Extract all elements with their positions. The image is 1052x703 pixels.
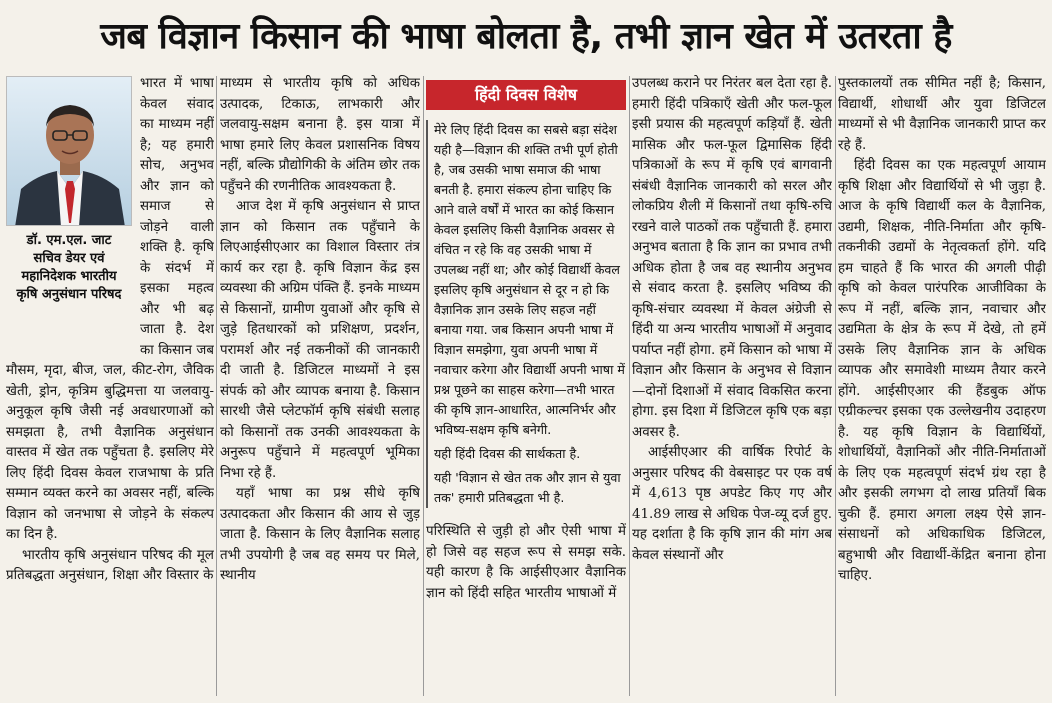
paragraph: यही हिंदी दिवस की सार्थकता है.: [434, 446, 581, 461]
paragraph: उपलब्ध कराने पर निरंतर बल देता रहा है. हमारी हिंदी पत्रिकाएँ खेती और फल-फूल इसी प्रयास की महत्वपूर्ण कड़ियाँ हैं. खेती मासिक और फल-फूल द्विमासिक हिंदी पत्रिकाओं के रूप में कृषि एवं बागवानी संबंधी वैज्ञानिक जानकारी को सरल और लोकप्रिय शैली में किसानों तथा कृषि-रुचि रखने वाले पाठकों तक पहुँचाती हैं. हमारा अनुभव बताता है कि ज्ञान का प्रभाव तभी अधिक होता है जब वह स्थानीय अनुभव से संवाद करता है. इसलिए भविष्य की कृषि-संचार व्यवस्था में केवल अंग्रेजी से हिंदी या अन्य भारतीय भाषाओं में अनुवाद पर्याप्त नहीं होगा. हमें किसान को भाषा में विज्ञान और किसान के अनुभव से विज्ञान—दोनों दिशाओं में संवाद विकसित करना होगा. इस दिशा में डिजिटल कृषि एक बड़ा अवसर है.: [632, 76, 832, 440]
author-photo: [6, 76, 132, 226]
paragraph: परिस्थिति से जुड़ी हो और ऐसी भाषा में हो जिसे वह सहज रूप से समझ सके. यही कारण है कि आईसीएआर वैज्ञानिक ज्ञान को हिंदी सहित भारतीय भाषाओं में: [426, 524, 626, 601]
author-title-line: सचिव डेयर एवं: [33, 251, 105, 266]
paragraph: यहाँ भाषा का प्रश्न सीधे कृषि उत्पादकता और किसान की आय से जुड़ जाता है. किसान के लिए वैज्ञानिक सलाह तभी उपयोगी है जब वह समय पर मिले, स्थानीय: [220, 486, 420, 583]
author-name: डॉ. एम.एल. जाट: [26, 233, 112, 248]
article-column-4: [632, 74, 832, 700]
article-column-3: [426, 74, 626, 700]
paragraph: भारतीय कृषि अनुसंधान परिषद की मूल प्रतिबद्धता अनुसंधान, शिक्षा और विस्तार के: [6, 547, 214, 583]
paragraph: भारत में भाषा केवल संवाद का माध्यम नहीं है; यह हमारी सोच, अनुभव और ज्ञान को समाज से जोड़ने वाली शक्ति है. कृषि के संदर्भ में इसका महत्व और भी बढ़ जाता है. देश का किसान जब मौसम, मृदा, बीज, जल, कीट-रोग, जैविक खेती, ड्रोन, कृत्रिम बुद्धिमत्ता या जलवायु-अनुकूल कृषि जैसी नई अवधारणाओं को समझता है, तभी वैज्ञानिक अनुसंधान वास्तव में खेत तक पहुँचता है. इसलिए मेरे लिए हिंदी दिवस केवल राजभाषा के प्रति सम्मान व्यक्त करने का अवसर नहीं, बल्कि विज्ञान को जनभाषा से जोड़ने के संकल्प का दिन है.: [6, 76, 214, 542]
author-title-line: कृषि अनुसंधान परिषद: [16, 287, 122, 302]
headline: जब विज्ञान किसान की भाषा बोलता है, तभी ज्ञान खेत में उतरता है: [100, 15, 952, 57]
paragraph: आज देश में कृषि अनुसंधान से प्राप्त ज्ञान को किसान तक पहुँचाने के लिएआईसीएआर का विशाल विस्तार तंत्र कार्य कर रहा है. कृषि विज्ञान केंद्र इस व्यवस्था की अग्रिम पंक्ति हैं. इनके माध्यम से किसानों, ग्रामीण युवाओं और कृषि से जुड़े हितधारकों को प्रशिक्षण, प्रदर्शन, परामर्श और नई तकनीकों की जानकारी दी जाती है. डिजिटल माध्यमों ने इस संपर्क को और व्यापक बनाया है. किसान सारथी जैसे प्लेटफॉर्म कृषि संबंधी सलाह को किसानों तक उनकी आवश्यकता के अनुरूप पहुँचाने में महत्वपूर्ण भूमिका निभा रहे हैं.: [220, 199, 420, 481]
author-caption: [6, 232, 132, 304]
paragraph: माध्यम से भारतीय कृषि को अधिक उत्पादक, टिकाऊ, लाभकारी और जलवायु-सक्षम बनाना है. इस यात्रा में भाषा हमारे लिए केवल प्रशासनिक विषय नहीं, बल्कि प्रौद्योगिकी के अंतिम छोर तक पहुँचने की रणनीतिक आवश्यकता है.: [220, 76, 420, 194]
special-tag: हिंदी दिवस विशेष: [426, 80, 626, 110]
article-column-1: [6, 74, 214, 700]
column-rule: [216, 76, 217, 696]
paragraph: पुस्तकालयों तक सीमित नहीं है; किसान, विद्यार्थी, शोधार्थी और युवा डिजिटल माध्यमों से भी वैज्ञानिक जानकारी प्राप्त कर रहे हैं.: [838, 76, 1046, 153]
paragraph: हिंदी दिवस का एक महत्वपूर्ण आयाम कृषि शिक्षा और विद्यार्थियों से भी जुड़ा है. आज के कृषि विद्यार्थी कल के वैज्ञानिक, उद्यमी, शिक्षक, नीति-निर्माता और कृषि-तकनीकी उद्यमों के नेतृत्वकर्ता होंगे. यदि हम चाहते हैं कि भारत की अगली पीढ़ी कृषि को केवल पारंपरिक आजीविका के रूप में नहीं, बल्कि ज्ञान, नवाचार और उद्यमिता के क्षेत्र के रूप में देखे, तो हमें उसके लिए वैज्ञानिक ज्ञान के अधिक व्यापक और समावेशी माध्यम तैयार करने होंगे. आईसीएआर की हैंडबुक ऑफ एग्रीकल्चर इसका एक उल्लेखनीय उदाहरण है. यह कृषि विज्ञान के विद्यार्थियों, शोधार्थियों, वैज्ञानिकों और नीति-निर्माताओं के लिए एक महत्वपूर्ण संदर्भ ग्रंथ रहा है और इसकी लगभग दो लाख प्रतियाँ बिक चुकी हैं. हमारा अगला लक्ष्य ऐसे ज्ञान-संसाधनों को अधिकाधिक डिजिटल, बहुभाषी और विद्यार्थी-केंद्रित बनाना होना चाहिए.: [838, 158, 1046, 583]
highlight-box: [426, 120, 626, 508]
column-rule: [423, 76, 424, 696]
column-rule: [835, 76, 836, 696]
author-title-line: महानिदेशक भारतीय: [21, 269, 117, 284]
paragraph: यही 'विज्ञान से खेत तक और ज्ञान से युवा तक' हमारी प्रतिबद्धता भी है.: [434, 470, 621, 505]
paragraph: मेरे लिए हिंदी दिवस का सबसे बड़ा संदेश यही है—विज्ञान की शक्ति तभी पूर्ण होती है, जब उसकी भाषा समाज की भाषा बनती है. हमारा संकल्प होना चाहिए कि आने वाले वर्षों में भारत का कोई किसान केवल इसलिए किसी वैज्ञानिक अवसर से वंचित न रहे कि वह उसकी भाषा में उपलब्ध नहीं था; और कोई विद्यार्थी केवल इसलिए कृषि अनुसंधान से दूर न हो कि वैज्ञानिक ज्ञान उसके लिए सहज नहीं बनाया गया. जब किसान अपनी भाषा में विज्ञान समझेगा, युवा अपनी भाषा में नवाचार करेगा और विद्यार्थी अपनी भाषा में प्रश्न पूछने का साहस करेगा—तभी भारत की कृषि ज्ञान-आधारित, आत्मनिर्भर और भविष्य-सक्षम कृषि बनेगी.: [434, 122, 625, 437]
author-box: [6, 76, 132, 356]
article-column-2: [220, 74, 420, 700]
paragraph: आईसीएआर की वार्षिक रिपोर्ट के अनुसार परिषद की वेबसाइट पर एक वर्ष में 4,613 पृष्ठ अपडेट किए गए और 41.89 लाख से अधिक पेज-व्यू दर्ज हुए. यह दर्शाता है कि कृषि ज्ञान की मांग अब केवल संस्थानों और: [632, 445, 832, 563]
article-column-5: [838, 74, 1046, 700]
column-rule: [629, 76, 630, 696]
